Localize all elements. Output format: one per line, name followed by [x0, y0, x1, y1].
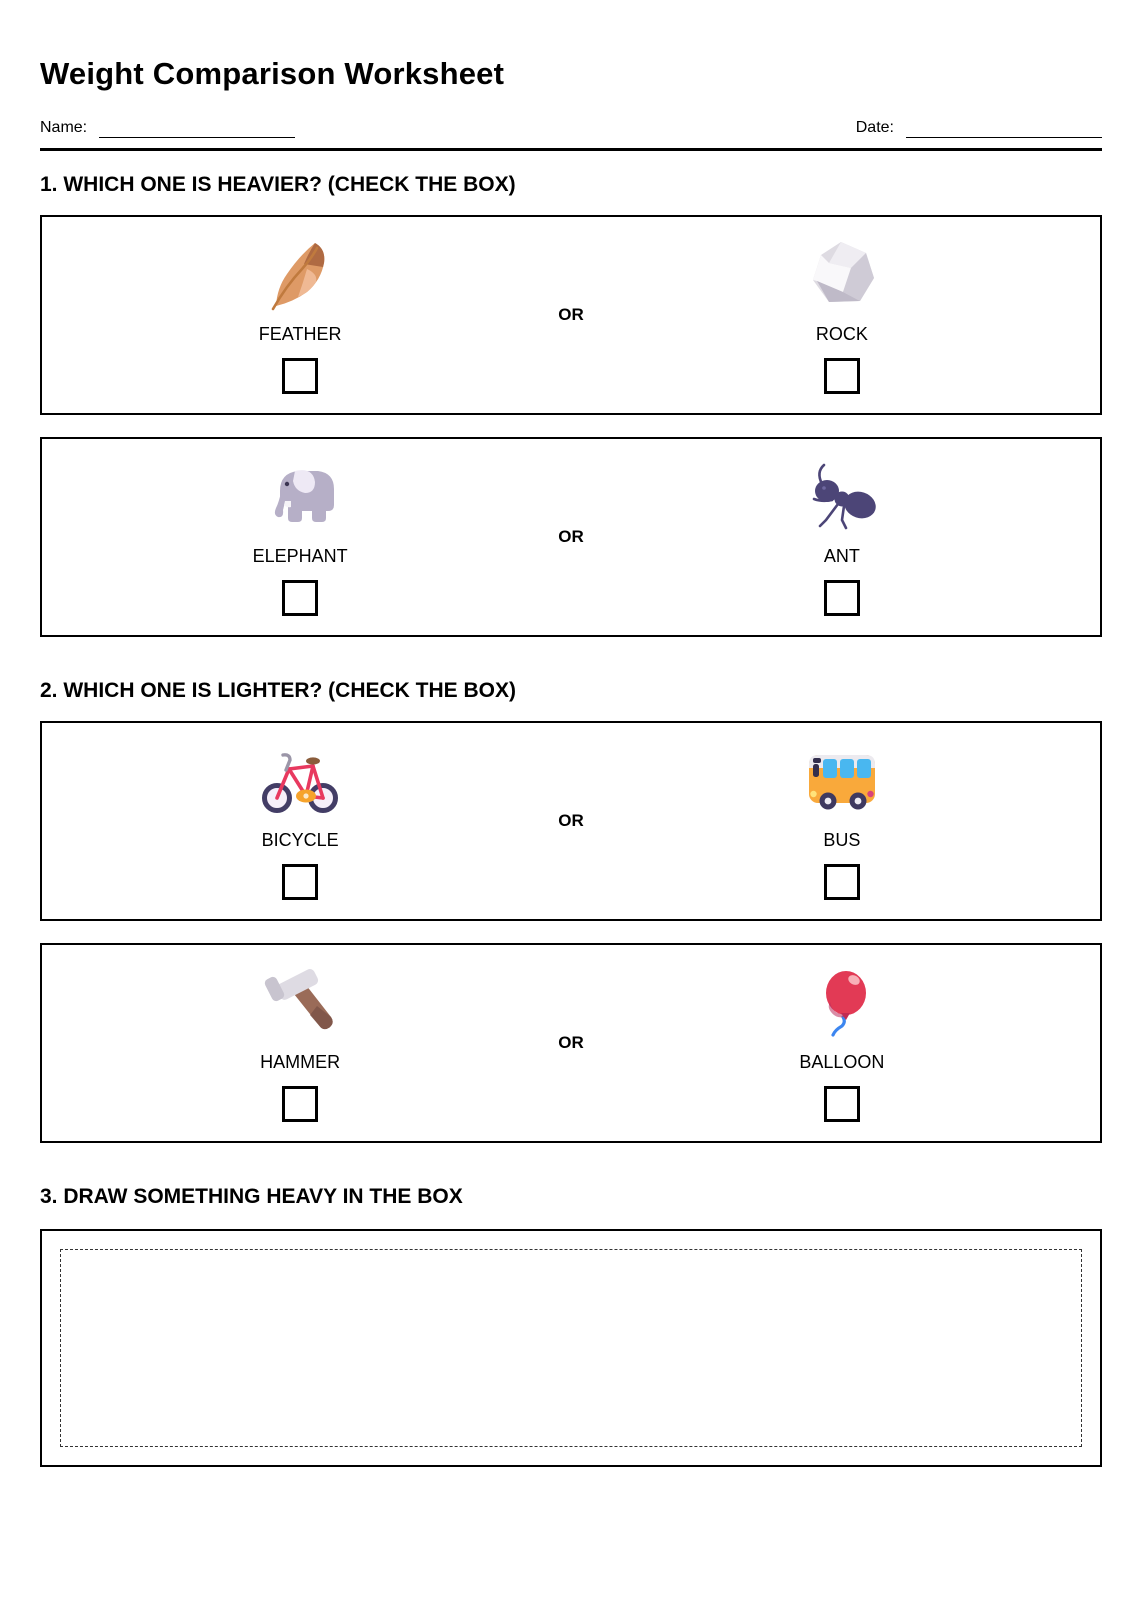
comparison-item-rock — [584, 236, 1100, 395]
feather-icon — [260, 236, 340, 316]
or-separator: OR — [558, 527, 584, 546]
elephant-checkbox[interactable] — [282, 580, 318, 616]
section-3-heading: 3. DRAW SOMETHING HEAVY IN THE BOX — [40, 1185, 463, 1208]
comparison-item-elephant — [42, 458, 558, 617]
draw-box — [40, 1229, 1102, 1467]
bicycle-checkbox[interactable] — [282, 864, 318, 900]
or-separator: OR — [558, 811, 584, 830]
date-blank-line[interactable] — [906, 123, 1102, 138]
item-label: ROCK — [815, 323, 868, 344]
comparison-item-feather — [42, 236, 558, 395]
name-label: Name: — [40, 119, 88, 136]
comparison-box-feather-rock — [40, 215, 1102, 415]
page-title: Weight Comparison Worksheet — [40, 56, 505, 91]
bicycle-icon — [260, 742, 340, 822]
comparison-item-ant — [584, 458, 1100, 617]
item-label: HAMMER — [260, 1051, 341, 1072]
feather-checkbox[interactable] — [282, 358, 318, 394]
item-label: BUS — [823, 829, 861, 850]
comparison-box-bicycle-bus — [40, 721, 1102, 921]
bus-icon — [802, 742, 882, 822]
item-label: ELEPHANT — [252, 545, 348, 566]
ant-checkbox[interactable] — [824, 580, 860, 616]
ant-icon — [802, 458, 882, 538]
item-label: ANT — [823, 545, 860, 566]
bus-checkbox[interactable] — [824, 864, 860, 900]
comparison-item-bicycle — [42, 742, 558, 901]
header-divider — [40, 148, 1102, 151]
elephant-icon — [260, 458, 340, 538]
section-1-heading: 1. WHICH ONE IS HEAVIER? (CHECK THE BOX) — [40, 173, 516, 196]
comparison-item-balloon — [584, 964, 1100, 1123]
comparison-box-elephant-ant — [40, 437, 1102, 637]
rock-icon — [802, 236, 882, 316]
hammer-icon — [260, 964, 340, 1044]
item-label: FEATHER — [258, 323, 342, 344]
or-separator: OR — [558, 1033, 584, 1052]
section-2-heading: 2. WHICH ONE IS LIGHTER? (CHECK THE BOX) — [40, 679, 517, 702]
or-separator: OR — [558, 305, 584, 324]
date-field — [856, 120, 1102, 138]
item-label: BICYCLE — [261, 829, 339, 850]
rock-checkbox[interactable] — [824, 358, 860, 394]
name-field — [40, 120, 295, 138]
comparison-item-hammer — [42, 964, 558, 1123]
name-blank-line[interactable] — [99, 123, 295, 138]
comparison-item-bus — [584, 742, 1100, 901]
date-label: Date: — [855, 119, 894, 136]
name-date-row — [40, 114, 1102, 138]
item-label: BALLOON — [799, 1051, 885, 1072]
balloon-icon — [802, 964, 882, 1044]
drawing-area[interactable] — [60, 1249, 1082, 1447]
comparison-box-hammer-balloon — [40, 943, 1102, 1143]
balloon-checkbox[interactable] — [824, 1086, 860, 1122]
hammer-checkbox[interactable] — [282, 1086, 318, 1122]
worksheet-page — [0, 56, 1142, 1467]
